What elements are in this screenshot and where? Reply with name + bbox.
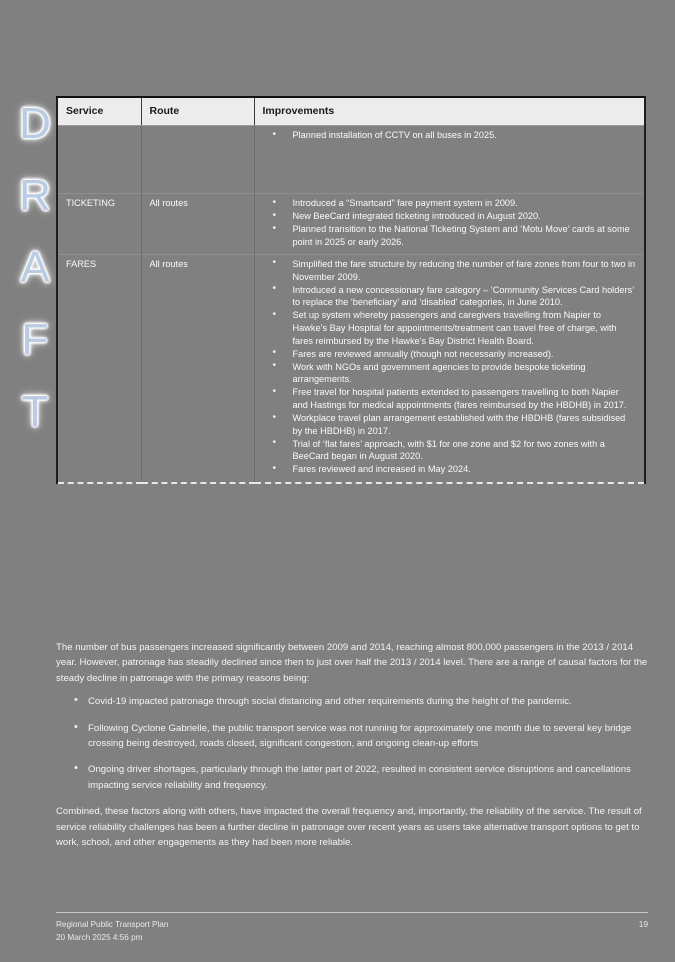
cell-improvements	[254, 126, 645, 194]
list-item: • Following Cyclone Gabrielle, the public transport service was not running for approximately one month due to several key bridge crossing being destroyed, roads closed, significant congestion, and ongoing clean-up efforts	[56, 721, 648, 752]
improvement-bullet: • Planned installation of CCTV on all buses in 2025.	[263, 129, 637, 142]
list-item: • Ongoing driver shortages, particularly through the latter part of 2022, resulted in consistent service disruptions and cancellations impacting service reliability and frequency.	[56, 762, 648, 793]
column-header-route: Route	[141, 97, 254, 126]
cell-service	[57, 126, 141, 194]
watermark-letter: T	[21, 387, 49, 436]
closing-paragraph: Combined, these factors along with others, have impacted the overall frequency and, importantly, the reliability of the service. The result of service reliability challenges has been a further decline in patronage over recent years as users take alternative transport options to get to work, school, and other engagements as they had been more reliable.	[56, 806, 642, 849]
improvement-bullet-list	[263, 129, 637, 142]
improvement-bullet: • Work with NGOs and government agencies to provide bespoke ticketing arrangements.	[263, 361, 637, 386]
cell-route: All routes	[141, 254, 254, 482]
cell-service: FARES	[57, 254, 141, 482]
watermark-letter: R	[19, 171, 51, 220]
footer-date: 20 March 2025 4:56 pm	[56, 933, 143, 942]
table-row	[57, 254, 645, 482]
improvement-bullet-list	[263, 258, 637, 476]
table-header-row	[57, 97, 645, 126]
cell-improvements	[254, 254, 645, 482]
causal-factors-list	[56, 694, 648, 793]
cell-improvements	[254, 194, 645, 255]
page-number: 19	[638, 920, 648, 929]
body-content	[56, 640, 648, 858]
improvement-bullet: • Planned transition to the National Ticketing System and ‘Motu Move’ cards at some point in 2025 or early 2026.	[263, 223, 637, 248]
column-header-improvements: Improvements	[254, 97, 645, 126]
table-row	[57, 126, 645, 194]
watermark-letter: D	[19, 99, 51, 148]
list-item: • Covid-19 impacted patronage through social distancing and other requirements during the height of the pandemic.	[56, 694, 648, 709]
footer-document-title: Regional Public Transport Plan	[56, 920, 169, 929]
improvement-bullet: • Fares reviewed and increased in May 2024.	[263, 463, 637, 476]
improvements-table	[56, 96, 646, 484]
improvement-bullet: • Introduced a “Smartcard” fare payment system in 2009.	[263, 197, 637, 210]
improvement-bullet: • Workplace travel plan arrangement established with the HBDHB (fares subsidised by the HBDHB) in 2017.	[263, 412, 637, 437]
improvement-bullet: • Introduced a new concessionary fare category – ‘Community Services Card holders’ to replace the ‘beneficiary’ and ‘disabled’ categories, in June 2010.	[263, 284, 637, 309]
improvement-bullet: • Simplified the fare structure by reducing the number of fare zones from four to two in November 2009.	[263, 258, 637, 283]
cell-route: All routes	[141, 194, 254, 255]
cell-route	[141, 126, 254, 194]
improvement-bullet: • Fares are reviewed annually (though not necessarily increased).	[263, 348, 637, 361]
watermark-letter: F	[21, 315, 49, 364]
improvement-bullet: • New BeeCard integrated ticketing introduced in August 2020.	[263, 210, 637, 223]
page-footer	[56, 912, 648, 944]
improvement-bullet: • Set up system whereby passengers and caregivers travelling from Napier to Hawke’s Bay Hospital for appointments/treatment can travel free of charge, with fares reimbursed by the Hawke’s Bay District Health Board.	[263, 309, 637, 347]
footer-divider	[56, 912, 648, 913]
watermark-letter: A	[20, 243, 50, 292]
improvement-bullet: • Free travel for hospital patients extended to passengers travelling to both Napier and Hastings for medical appointments (fares reimbursed by the HBDHB) in 2017.	[263, 386, 637, 411]
table-row	[57, 194, 645, 255]
improvement-bullet: • Trial of ‘flat fares’ approach, with $1 for one zone and $2 for two zones with a BeeCard began in August 2020.	[263, 438, 637, 463]
cell-service: TICKETING	[57, 194, 141, 255]
intro-paragraph: The number of bus passengers increased significantly between 2009 and 2014, reaching almost 800,000 passengers in the 2013 / 2014 year. However, patronage has steadily declined since then to just over half the 2013 / 2014 level. There are a range of causal factors for the steady decline in patronage with the primary reasons being:	[56, 642, 648, 684]
column-header-service: Service	[57, 97, 141, 126]
improvement-bullet-list	[263, 197, 637, 248]
